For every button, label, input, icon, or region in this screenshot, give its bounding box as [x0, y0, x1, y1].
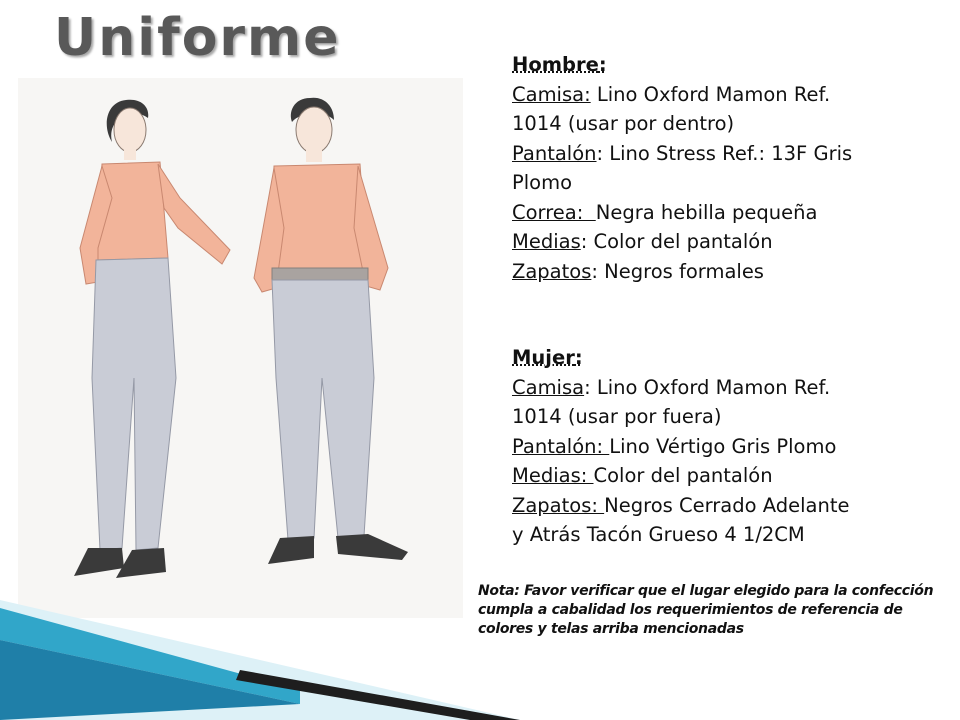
- uniform-specs: [512, 50, 942, 550]
- woman-neck: [124, 148, 136, 160]
- uniform-illustration: [18, 78, 463, 618]
- man-face: [296, 107, 332, 153]
- illustration-paper: [18, 78, 463, 618]
- mujer-item: Pantalón: Lino Vértigo Gris Plomo: [512, 434, 837, 458]
- man-belt: [272, 268, 368, 280]
- mujer-item: y Atrás Tacón Grueso 4 1/2CM: [512, 523, 805, 546]
- woman-face: [114, 108, 146, 152]
- hombre-item: Plomo: [512, 171, 573, 194]
- man-neck: [306, 150, 322, 162]
- hombre-item: Medias: Color del pantalón: [512, 230, 773, 253]
- hombre-item: Pantalón: Lino Stress Ref.: 13F Gris: [512, 141, 853, 165]
- mujer-item: Camisa: Lino Oxford Mamon Ref.: [512, 375, 831, 399]
- hombre-header: Hombre:: [512, 53, 607, 76]
- note-text: Nota: Favor verificar que el lugar elegido para la confección cumpla a cabalidad los requerimientos de referencia de colores y telas arriba mencionadas: [478, 583, 934, 637]
- mujer-item: Zapatos: Negros Cerrado Adelante: [512, 493, 850, 517]
- corner-decoration: [0, 600, 520, 720]
- man-shirt: [270, 164, 368, 280]
- mujer-header: Mujer:: [512, 346, 583, 369]
- mujer-item: Medias: Color del pantalón: [512, 464, 773, 487]
- mujer-item: 1014 (usar por fuera): [512, 405, 722, 428]
- hombre-item: 1014 (usar por dentro): [512, 112, 735, 135]
- section-spacer: [512, 286, 942, 343]
- hombre-item: Correa: Negra hebilla pequeña: [512, 200, 818, 224]
- slide-title: Uniforme: [54, 8, 341, 68]
- hombre-item: Camisa: Lino Oxford Mamon Ref.: [512, 82, 831, 106]
- hombre-item: Zapatos: Negros formales: [512, 259, 764, 283]
